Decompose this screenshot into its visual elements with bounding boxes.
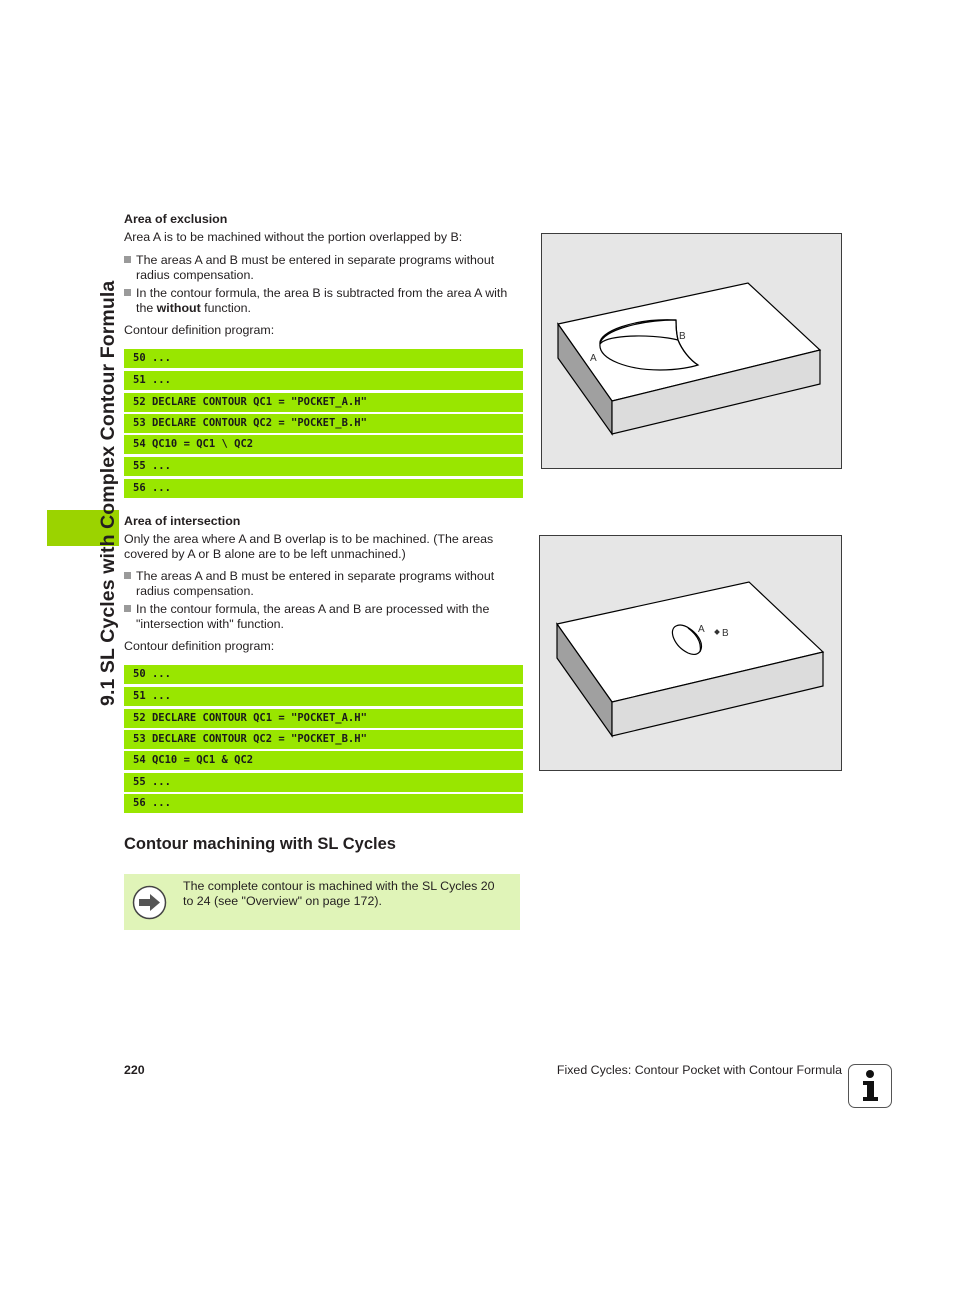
code-line: 52 DECLARE CONTOUR QC1 = "POCKET_A.H": [124, 393, 523, 412]
figure-label-b: B: [679, 331, 686, 342]
code-line: 56 ...: [124, 479, 523, 498]
arrow-right-icon: [132, 885, 167, 920]
bullet-square-icon: [124, 256, 131, 263]
code-line: 51 ...: [124, 371, 523, 390]
footer-title: Fixed Cycles: Contour Pocket with Contour Formula: [556, 1063, 842, 1077]
bullet-square-icon: [124, 289, 131, 296]
code-line: 52 DECLARE CONTOUR QC1 = "POCKET_A.H": [124, 709, 523, 728]
info-icon: [848, 1064, 892, 1108]
code-line: 53 DECLARE CONTOUR QC2 = "POCKET_B.H": [124, 730, 523, 749]
exclusion-heading: Area of exclusion: [124, 212, 228, 226]
exclusion-program-label: Contour definition program:: [124, 323, 275, 337]
section-heading: Contour machining with SL Cycles: [124, 835, 396, 853]
figure-label-a: A: [698, 624, 705, 635]
bullet-square-icon: [124, 605, 131, 612]
intersection-intro: Only the area where A and B overlap is to be machined. (The areas covered by A or B alone are to be left unmachined.): [124, 532, 494, 561]
code-line: 50 ...: [124, 349, 523, 368]
code-line: 54 QC10 = QC1 \ QC2: [124, 435, 523, 454]
page-number: 220: [124, 1063, 145, 1077]
exclusion-intro: Area A is to be machined without the portion overlapped by B:: [124, 230, 463, 244]
note-text: The complete contour is machined with the SL Cycles 20 to 24 (see "Overview" on page 172).: [183, 879, 495, 908]
intersection-block-drawing: [540, 536, 843, 772]
intersection-heading: Area of intersection: [124, 514, 241, 528]
figure-label-b: B: [722, 628, 729, 639]
code-line: 51 ...: [124, 687, 523, 706]
intersection-program-label: Contour definition program:: [124, 639, 275, 653]
code-line: 56 ...: [124, 794, 523, 813]
exclusion-figure: [541, 233, 842, 469]
code-line: 53 DECLARE CONTOUR QC2 = "POCKET_B.H": [124, 414, 523, 433]
code-line: 55 ...: [124, 773, 523, 792]
figure-label-a: A: [590, 353, 597, 364]
exclusion-block-drawing: [542, 234, 843, 470]
bullet-square-icon: [124, 572, 131, 579]
chapter-side-title: 9.1 SL Cycles with Complex Contour Formula: [97, 280, 119, 706]
code-line: 54 QC10 = QC1 & QC2: [124, 751, 523, 770]
code-line: 50 ...: [124, 665, 523, 684]
code-line: 55 ...: [124, 457, 523, 476]
intersection-figure: [539, 535, 842, 771]
